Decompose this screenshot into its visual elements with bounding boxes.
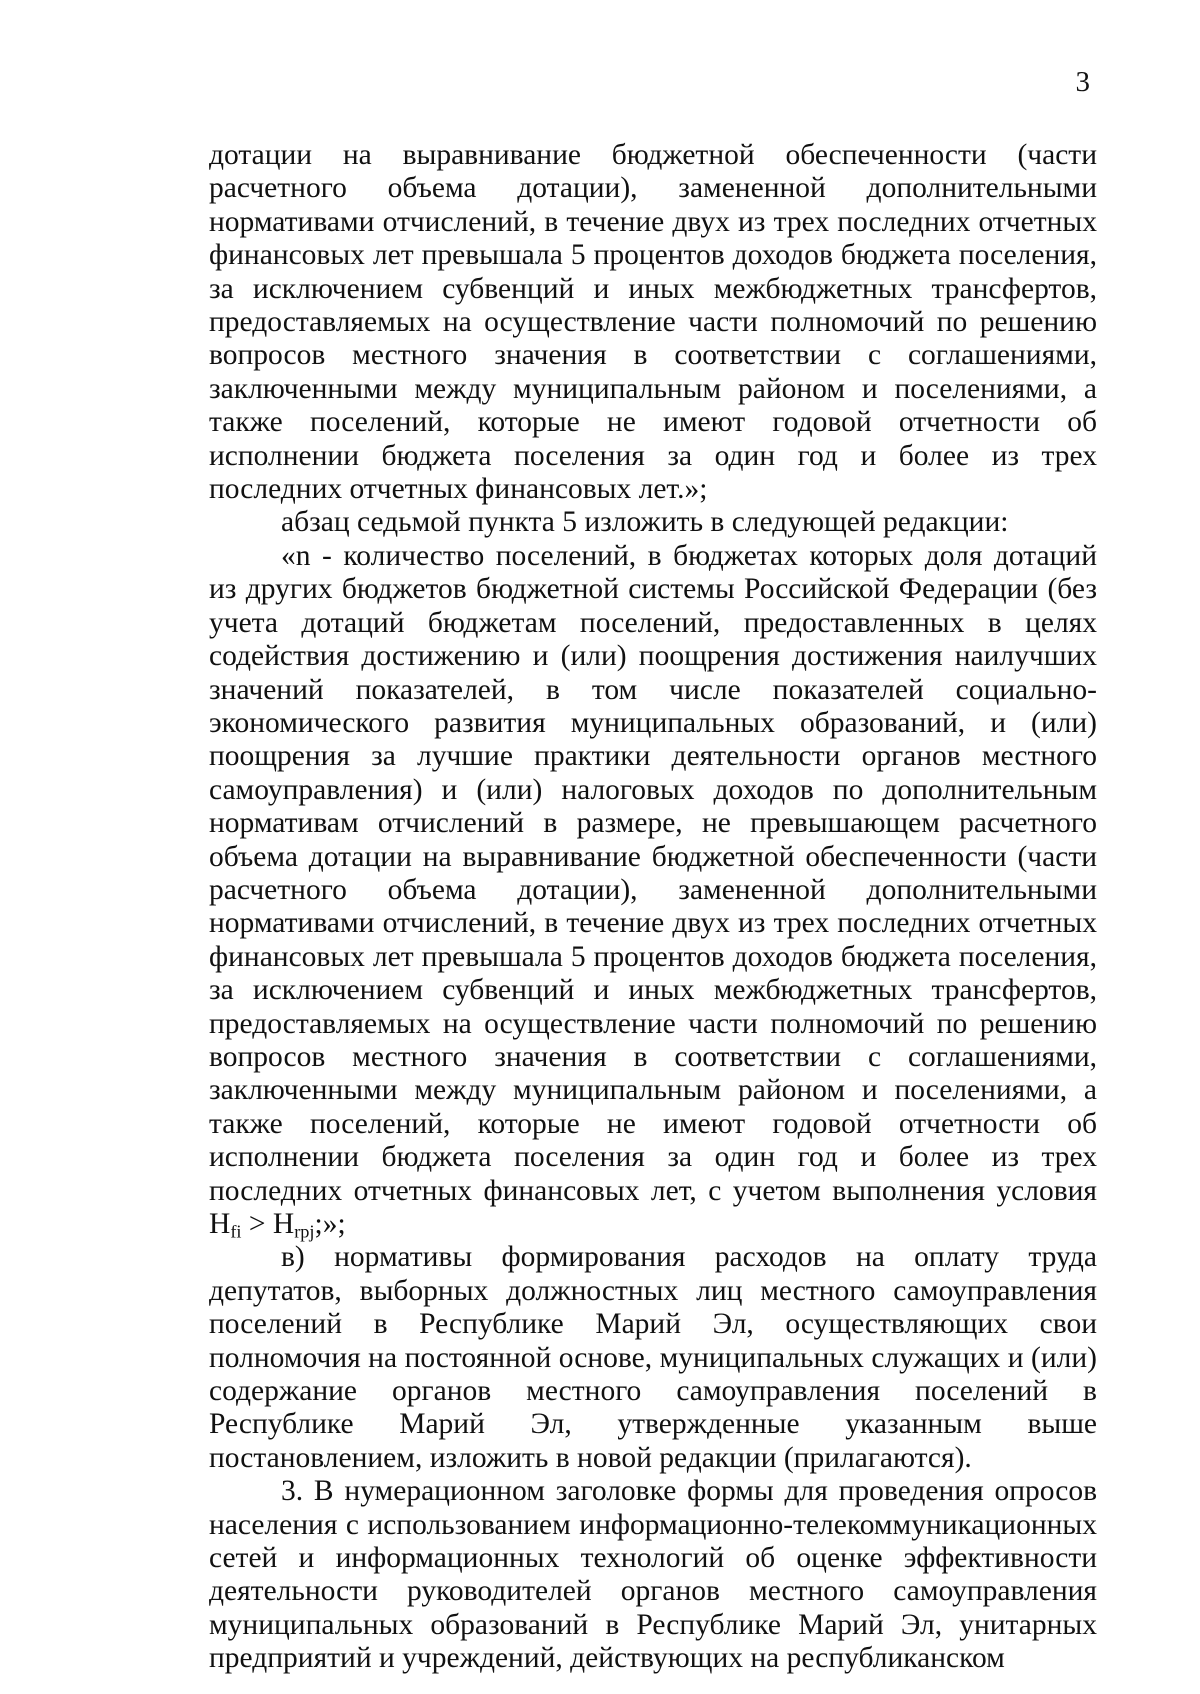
paragraph-item-v: в) нормативы формирования расходов на оплату труда депутатов, выборных должностных лиц местного самоуправления поселений в Республике Марий Эл, осуществляющих свои полномочия на постоянной основе, муниципальных служащих и (или) содержание органов местного самоуправления поселений в Республике Марий Эл, утвержденные указанным выше постановлением, изложить в новой редакции (прилагаются). (209, 1241, 1097, 1474)
paragraph-continuation: дотации на выравнивание бюджетной обеспеченности (части расчетного объема дотации), замененной дополнительными нормативами отчислений, в течение двух из трех последних отчетных финансовых лет превышала 5 процентов доходов бюджета поселения, за исключением субвенций и иных межбюджетных трансфертов, предоставляемых на осуществление части полномочий по решению вопросов местного значения в соответствии с соглашениями, заключенными между муниципальным районом и поселениями, а также поселений, которые не имеют годовой отчетности об исполнении бюджета поселения за один год и более из трех последних отчетных финансовых лет.»; (209, 139, 1097, 506)
formula: $H_{fi} > H_{rpj}$;»; (209, 1208, 346, 1242)
paragraph-item-3: 3. В нумерационном заголовке формы для проведения опросов населения с использованием информационно-телекоммуникационных сетей и информационных технологий об оценке эффективности деятельности руководителей органов местного самоуправления муниципальных образований в Республике Марий Эл, унитарных предприятий и учреждений, действующих на республиканском (209, 1475, 1097, 1675)
document-body (209, 139, 1097, 1676)
paragraph-amendment-intro: абзац седьмой пункта 5 изложить в следующей редакции: (281, 506, 1009, 539)
page-number: 3 (1075, 66, 1090, 98)
paragraph-n-text: «n - количество поселений, в бюджетах которых доля дотаций из других бюджетов бюджетной системы Российской Федерации (без учета дотаций бюджетам поселений, предоставленных в целях содействия достижению и (или) поощрения достижения наилучших значений показателей, в том числе показателей социально-экономического развития муниципальных образований, и (или) поощрения за лучшие практики деятельности органов местного самоуправления) и (или) налоговых доходов по дополнительным нормативам отчислений в размере, не превышающем расчетного объема дотации на выравнивание бюджетной обеспеченности (части расчетного объема дотации), замененной дополнительными нормативами отчислений, в течение двух из трех последних отчетных финансовых лет превышала 5 процентов доходов бюджета поселения, за исключением субвенций и иных межбюджетных трансфертов, предоставляемых на осуществление части полномочий по решению вопросов местного значения в соответствии с соглашениями, заключенными между муниципальным районом и поселениями, а также поселений, которые не имеют годовой отчетности об исполнении бюджета поселения за один год и более из трех последних отчетных финансовых лет, с учетом выполнения условия (209, 539, 1097, 1207)
paragraph-n-definition (209, 540, 1097, 1242)
